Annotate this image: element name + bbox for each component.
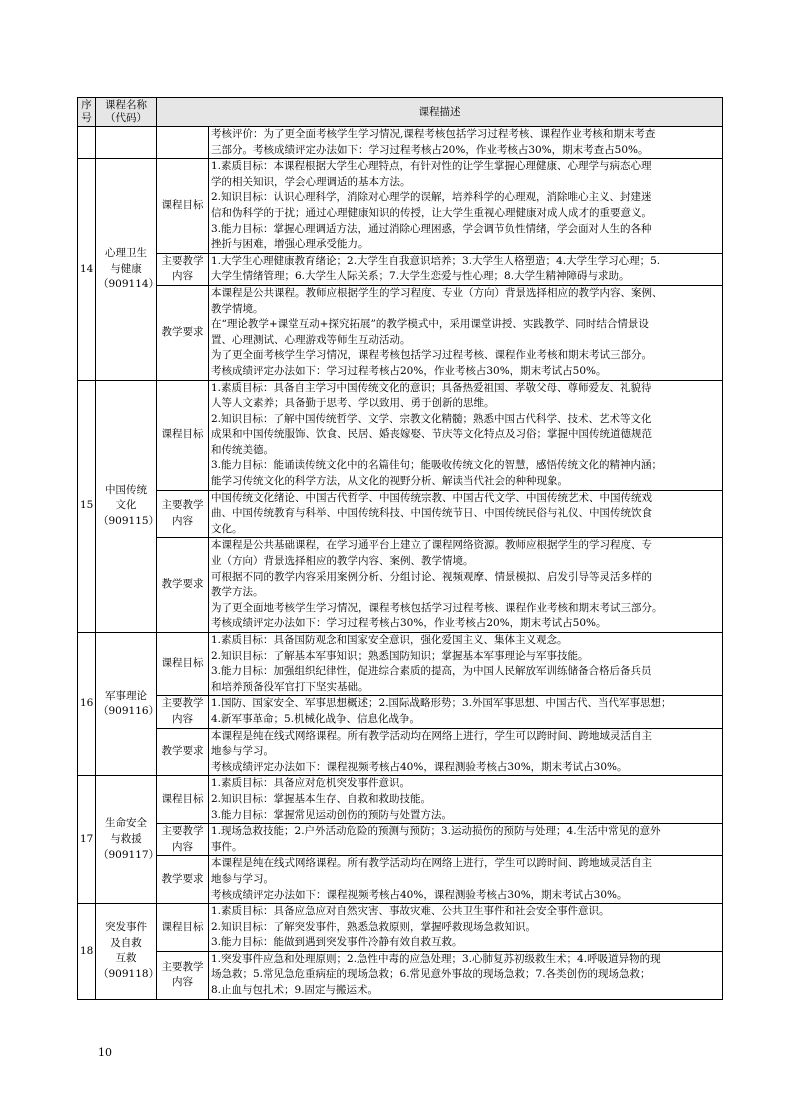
desc-line: 1.素质目标：具备应对危机突发事件意识。 <box>211 777 411 790</box>
course-name-line: （909114） <box>98 278 160 291</box>
desc-line: 1.素质目标：具备应急应对自然灾害、事故灾难、公共卫生事件和社会安全事件意识。 <box>211 905 610 918</box>
course-category: 课程目标 <box>157 904 209 952</box>
course-number: 16 <box>78 633 96 776</box>
desc-line: 为了更全面地考核学生学习情况，课程考核包括学习过程考核、课程作业考核和期末考试三部分。 <box>211 601 663 614</box>
course-category: 课程目标 <box>157 633 209 696</box>
desc-line: 学的相关知识，学会心理调适的基本方法。 <box>211 175 411 188</box>
desc-line: 能学习传统文化的科学方法，从文化的视野分析、解读当代社会的种种现象。 <box>211 475 568 488</box>
desc-line: 考核成绩评定办法如下：课程视频考核占40%，课程测验考核占30%，期末考试占30%。 <box>211 888 628 901</box>
desc-line: 1.素质目标：本课程根据大学生心理特点，有针对性的让学生掌握心理健康、心理学与病态心理 <box>211 160 652 173</box>
course-name-line: （909116） <box>98 705 160 718</box>
course-name-line: 与健康 <box>110 262 142 275</box>
course-row <box>78 490 723 538</box>
course-category: 教学要求 <box>157 856 209 904</box>
course-number: 14 <box>78 159 96 380</box>
course-category: 主要教学内容 <box>157 696 209 728</box>
continued-name-cell <box>96 127 157 159</box>
course-description <box>209 776 723 824</box>
desc-line: 本课程是纯在线式网络课程。所有教学活动均在网络上进行，学生可以跨时间、跨地域灵活自主 <box>211 857 652 870</box>
course-name <box>96 904 160 1000</box>
course-number: 18 <box>78 904 96 1000</box>
desc-line: 1.素质目标：具备自主学习中国传统文化的意识；具备热爱祖国、孝敬父母、尊师爱友、礼貌待 <box>211 381 652 394</box>
course-table <box>77 97 723 1000</box>
desc-line: 信和伪科学的于扰；通过心理健康知识的传授，让大学生重视心理健康对成人成才的重要意义。 <box>211 206 652 219</box>
desc-line: 1.大学生心理健康教育绪论；2.大学生自我意识培养；3.大学生人格塑造；4.大学生学习心理；5. <box>211 254 661 267</box>
course-description <box>209 253 723 285</box>
desc-line: 可根据不同的教学内容采用案例分析、分组讨论、视频观摩、情景模拟、启发引导等灵活多样的 <box>211 570 652 583</box>
desc-line: 地参与学习。 <box>211 745 274 758</box>
desc-line: 为了更全面考核学生学习情况，课程考核包括学习过程考核、课程作业考核和期末考试三部分。 <box>211 349 652 362</box>
course-name-line: （909117） <box>98 848 160 861</box>
desc-line: 和传统美德。 <box>211 443 274 456</box>
desc-line: 业（方向）背景选择相应的教学内容、案例、教学情境。 <box>211 555 474 568</box>
desc-line: 2.知识目标：了解突发事件，熟悉急救原则，掌握呼救现场急救知识。 <box>211 920 537 933</box>
course-description <box>209 490 723 538</box>
course-name-line: 突发事件 <box>105 921 147 934</box>
desc-line: 本课程是公共基础课程，在学习通平台上建立了课程网络资源。教师应根据学生的学习程度、专 <box>211 539 652 552</box>
desc-line: 考核成绩评定办法如下：学习过程考核占20%，作业考核占30%，期末考试占50%。 <box>211 364 607 377</box>
course-name-line: 文化 <box>115 499 137 512</box>
desc-line: 2.知识目标：了解中国传统哲学、文学、宗教文化精髓；熟悉中国古代科学、技术、艺术等文化 <box>211 412 652 425</box>
page-number: 10 <box>98 1046 112 1059</box>
course-category: 教学要求 <box>157 538 209 633</box>
desc-line: 教学情境。 <box>211 302 264 315</box>
desc-line: 1.突发事件应急和处理原则；2.急性中毒的应急处理；3.心肺复苏初级救生术；4.呼吸道异物的现 <box>211 952 661 965</box>
course-description <box>209 696 723 728</box>
course-category: 主要教学内容 <box>157 824 209 856</box>
desc-line: 事件。 <box>211 840 243 853</box>
course-description <box>209 159 723 254</box>
desc-line: 文化。 <box>211 522 243 535</box>
course-description <box>209 904 723 952</box>
course-row <box>78 824 723 856</box>
course-number: 15 <box>78 380 96 633</box>
course-row <box>78 159 723 254</box>
desc-line: 4.新军事革命；5.机械化战争、信息化战争。 <box>211 712 421 725</box>
desc-line: 3.能力目标：能诵读传统文化中的名篇佳句；能吸收传统文化的智慧，感悟传统文化的精神内涵； <box>211 459 663 472</box>
continued-desc-cell <box>209 127 723 159</box>
course-row <box>78 856 723 904</box>
desc-line: 教学方法。 <box>211 586 264 599</box>
course-category: 课程目标 <box>157 380 209 490</box>
desc-line: 3.能力目标：加强组织纪律性，促进综合素质的提高，为中国人民解放军训练储备合格后备兵员 <box>211 665 652 678</box>
course-row <box>78 728 723 776</box>
desc-line: 2.知识目标：掌握基本生存、自救和救助技能。 <box>211 792 432 805</box>
desc-line: 2.知识目标：了解基本军事知识；熟悉国防知识；掌握基本军事理论与军事技能。 <box>211 649 589 662</box>
desc-line: 3.能力目标：掌握常见运动创伤的预防与处置方法。 <box>211 808 453 821</box>
course-name <box>96 159 160 380</box>
desc-line: 本课程是纯在线式网络课程。所有教学活动均在网络上进行，学生可以跨时间、跨地域灵活自主 <box>211 729 652 742</box>
desc-line: 大学生情绪管理；6.大学生人际关系；7.大学生恋爱与性心理；8.大学生精神障碍与求助。 <box>211 270 630 283</box>
desc-line: 地参与学习。 <box>211 872 274 885</box>
course-row <box>78 776 723 824</box>
desc-line: 1.现场急救技能；2.户外活动危险的预测与预防；3.运动损伤的预防与处理；4.生活中常见的意外 <box>211 825 661 838</box>
desc-line: 曲、中国传统教育与科举、中国传统科技、中国传统节日、中国传统民俗与礼仪、中国传统饮食 <box>211 507 652 520</box>
course-category: 主要教学内容 <box>157 490 209 538</box>
course-name-line: 及自救 <box>110 936 142 949</box>
header-name: 课程名称（代码） <box>96 98 157 127</box>
desc-line: 3.能力目标：掌握心理调适方法，通过消除心理困惑，学会调节负性情绪，学会面对人生的各种 <box>211 222 652 235</box>
desc-line: 8.止血与包扎术；9.固定与搬运术。 <box>211 984 379 997</box>
course-name-line: 与救援 <box>110 832 142 845</box>
course-description <box>209 538 723 633</box>
course-name-line: 军事理论 <box>105 689 147 702</box>
course-name-line: 互救 <box>115 952 137 965</box>
desc-line: 三部分。考核成绩评定办法如下：学习过程考核占20%，作业考核占30%，期末考查占50%。 <box>211 143 649 156</box>
course-category: 主要教学内容 <box>157 253 209 285</box>
course-category: 课程目标 <box>157 159 209 254</box>
course-category: 教学要求 <box>157 285 209 380</box>
desc-line: 置、心理测试、心理游戏等师生互动活动。 <box>211 333 411 346</box>
course-description <box>209 380 723 490</box>
desc-line: 2.知识目标：认识心理科学，消除对心理学的误解，培养科学的心理观，消除唯心主义、封建迷 <box>211 191 652 204</box>
desc-line: 人等人文素养；具备勤于思考、学以致用、勇于创新的思维。 <box>211 397 495 410</box>
course-description <box>209 856 723 904</box>
course-name-line: （909115） <box>98 515 160 528</box>
course-name <box>96 633 160 776</box>
desc-line: 考核评价：为了更全面考核学生学习情况,课程考核包括学习过程考核、课程作业考核和期末考查 <box>211 128 656 140</box>
course-row <box>78 285 723 380</box>
desc-line: 和培养预备役军官打下坚实基础。 <box>211 680 369 693</box>
desc-line: 中国传统文化绪论、中国古代哲学、中国传统宗教、中国古代文学、中国传统艺术、中国传统戏 <box>211 491 652 504</box>
course-row <box>78 253 723 285</box>
course-row <box>78 904 723 952</box>
header-num: 序号 <box>78 98 96 127</box>
course-category: 教学要求 <box>157 728 209 776</box>
continued-row <box>78 127 723 159</box>
continued-num-cell <box>78 127 96 159</box>
course-row <box>78 951 723 999</box>
desc-line: 本课程是公共课程。教师应根据学生的学习程度、专业（方向）背景选择相应的教学内容、案例、 <box>211 286 663 299</box>
desc-line: 1.素质目标：具备国防观念和国家安全意识，强化爱国主义、集体主义观念。 <box>211 634 568 646</box>
course-row <box>78 633 723 696</box>
course-description <box>209 728 723 776</box>
desc-line: 挫折与困难，增强心理承受能力。 <box>211 238 369 251</box>
course-name-line: （909118） <box>98 967 160 980</box>
course-description <box>209 285 723 380</box>
desc-line: 在“理论教学+课堂互动+探究拓展”的教学模式中，采用课堂讲授、实践教学、同时结合情景设 <box>211 318 649 331</box>
course-description <box>209 824 723 856</box>
course-name-line: 中国传统 <box>105 483 147 496</box>
course-name <box>96 380 160 633</box>
course-row <box>78 380 723 490</box>
course-name-line: 心理卫生 <box>105 246 147 259</box>
header-desc: 课程描述 <box>157 98 723 127</box>
header-row <box>78 98 723 127</box>
course-category: 主要教学内容 <box>157 951 209 999</box>
desc-line: 考核成绩评定办法如下：学习过程考核占30%，作业考核占20%，期末考试占50%。 <box>211 617 607 630</box>
desc-line: 场急救；5.常见急危重病症的现场急救；6.常见意外事故的现场急救；7.各类创伤的现场急救； <box>211 968 651 981</box>
course-name <box>96 776 160 904</box>
course-category: 课程目标 <box>157 776 209 824</box>
course-description <box>209 633 723 696</box>
continued-cat-cell <box>157 127 209 159</box>
course-name-line: 生命安全 <box>105 817 147 830</box>
course-number: 17 <box>78 776 96 904</box>
desc-line: 3.能力目标：能做到遇到突发事件冷静有效自救互救。 <box>211 936 463 949</box>
desc-line: 成果和中国传统服饰、饮食、民居、婚丧嫁娶、节庆等文化特点及习俗；掌握中国传统道德规范 <box>211 428 652 441</box>
desc-line: 1.国防、国家安全、军事思想概述；2.国际战略形势；3.外国军事思想、中国古代、当代军事思想； <box>211 697 672 710</box>
course-row <box>78 538 723 633</box>
course-row <box>78 696 723 728</box>
course-description <box>209 951 723 999</box>
desc-line: 考核成绩评定办法如下：课程视频考核占40%，课程测验考核占30%，期末考试占30%。 <box>211 760 628 773</box>
